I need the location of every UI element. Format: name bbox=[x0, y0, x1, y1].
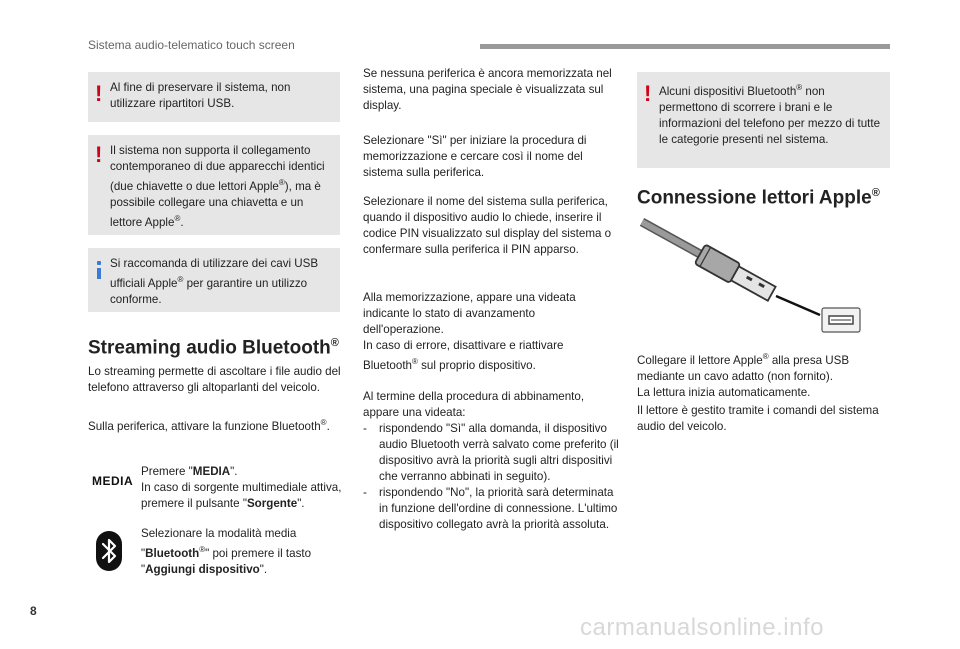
info-box-apple-cables bbox=[88, 248, 340, 312]
warning-text: Alcuni dispositivi Bluetooth® non permettono di scorrere i brani e le informazioni del telefono per mezzo di tutte le categorie presenti nel sistema. bbox=[659, 83, 881, 146]
info-text: Si raccomanda di utilizzare dei cavi USB ufficiali Apple® per garantire un utilizzo conforme. bbox=[110, 257, 319, 306]
warning-box-usb-splitter bbox=[88, 72, 340, 122]
paragraph: Selezionare il nome del sistema sulla periferica, quando il dispositivo audio lo chiede, inserire il codice PIN visualizzato sul display del sistema o confermare sulla periferica il PIN apparso. bbox=[363, 195, 612, 256]
paragraph: Sulla periferica, attivare la funzione Bluetooth®. bbox=[88, 418, 330, 433]
list-item: - rispondendo "No", la priorità sarà determinata in funzione dell'ordine di connessione. L'ultimo dispositivo collegato avrà la priorità assoluta. bbox=[363, 486, 618, 531]
info-icon bbox=[97, 261, 101, 279]
watermark: carmanualsonline.info bbox=[580, 614, 824, 641]
warning-text: Il sistema non supporta il collegamento contemporaneo di due apparecchi identici (due chiavette o due lettori Apple®), ma è possibile collegare una chiavetta e un lettore Apple®. bbox=[110, 144, 325, 229]
paragraph: Se nessuna periferica è ancora memorizzata nel sistema, una pagina speciale è visualizzata sul display. bbox=[363, 67, 612, 112]
warning-box-two-devices bbox=[88, 135, 340, 235]
warning-icon: ! bbox=[95, 142, 103, 167]
list-item: - rispondendo "Sì" alla domanda, il dispositivo audio Bluetooth verrà salvato come preferito (il dispositivo avrà la priorità sugli altri dispositivi che verranno abbinati in seguito). bbox=[363, 422, 619, 483]
warning-box-bluetooth-devices bbox=[637, 72, 890, 168]
paragraph: Selezionare "Sì" per iniziare la procedura di memorizzazione e cercare così il nome del sistema sulla periferica. bbox=[363, 134, 587, 179]
running-header: Sistema audio-telematico touch screen bbox=[88, 38, 295, 52]
media-instruction: Premere "MEDIA". In caso di sorgente multimediale attiva, premere il pulsante "Sorgente". bbox=[141, 465, 342, 510]
warning-icon: ! bbox=[95, 81, 103, 106]
bluetooth-instruction: Selezionare la modalità media "Bluetooth®" poi premere il tasto "Aggiungi dispositivo". bbox=[141, 527, 312, 576]
section-heading-bluetooth-streaming: Streaming audio Bluetooth® bbox=[88, 337, 339, 359]
usb-cable-illustration bbox=[640, 218, 870, 338]
pairing-options-list bbox=[363, 421, 619, 533]
paragraph: Lo streaming permette di ascoltare i file audio del telefono attraverso gli altoparlanti del veicolo. bbox=[88, 365, 341, 394]
paragraph: Il lettore è gestito tramite i comandi del sistema audio del veicolo. bbox=[637, 404, 879, 433]
paragraph: Al termine della procedura di abbinamento, appare una videata: bbox=[363, 390, 585, 419]
warning-icon: ! bbox=[644, 81, 652, 106]
paragraph: Collegare il lettore Apple® alla presa USB mediante un cavo adatto (non fornito). La lettura inizia automaticamente. bbox=[637, 352, 850, 399]
header-rule bbox=[480, 44, 890, 49]
section-heading-apple-players: Connessione lettori Apple® bbox=[637, 187, 880, 209]
media-button-label: MEDIA bbox=[92, 474, 134, 488]
bluetooth-icon bbox=[96, 531, 122, 571]
paragraph: Alla memorizzazione, appare una videata indicante lo stato di avanzamento dell'operazione. In caso di errore, disattivare e riattivare Bluetooth® sul proprio dispositivo. bbox=[363, 291, 576, 372]
warning-text: Al fine di preservare il sistema, non utilizzare ripartitori USB. bbox=[110, 81, 291, 110]
page-number: 8 bbox=[30, 604, 37, 618]
